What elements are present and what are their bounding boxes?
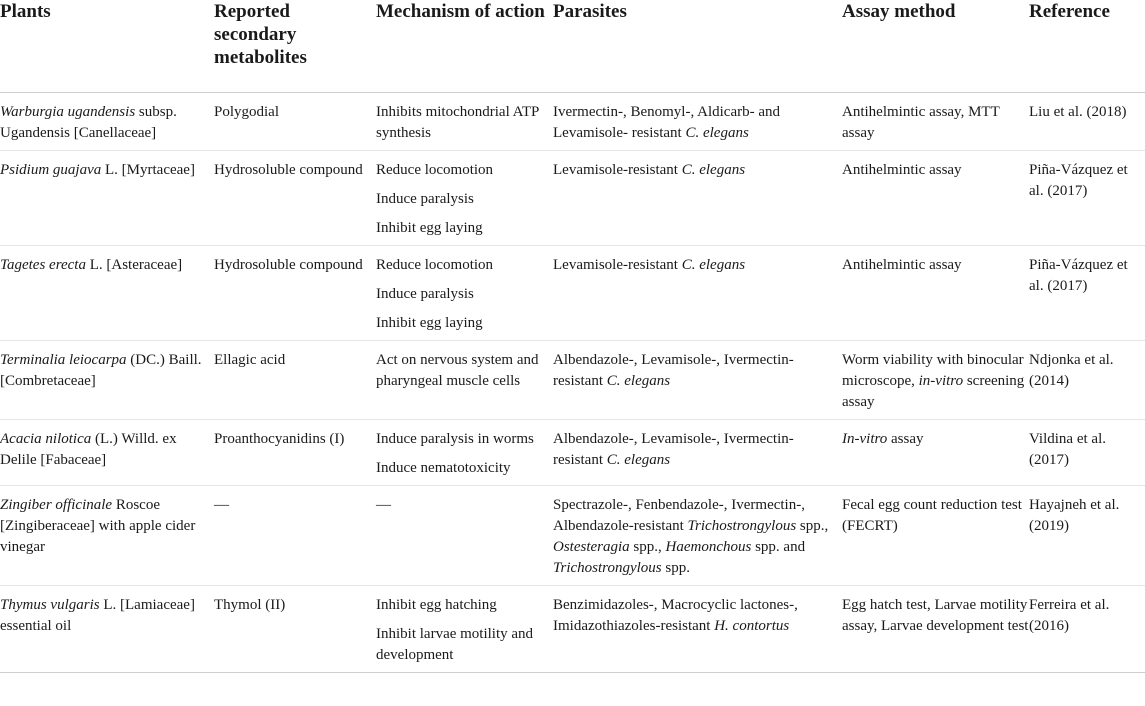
table-header-row: [0, 0, 1145, 93]
parasites-text: Levamisole-resistant: [553, 257, 682, 273]
cell-parasites: [553, 151, 842, 246]
metabolite-text: Hydrosoluble compound: [214, 257, 363, 273]
cell-assay: [842, 586, 1029, 673]
table-row: [0, 93, 1145, 151]
parasites-species: C. elegans: [681, 162, 746, 178]
table-row: [0, 151, 1145, 246]
parasites-text: Haemonchous: [665, 539, 752, 555]
cell-mechanism: [376, 341, 553, 420]
assay-text: Antihelmintic assay, MTT assay: [842, 104, 1000, 141]
reference-text: Piña-Vázquez et al. (2017): [1029, 162, 1128, 199]
mechanism-line: Inhibits mitochondrial ATP synthesis: [376, 104, 539, 141]
mechanism-line: Induce paralysis: [376, 286, 474, 302]
cell-mechanism: [376, 486, 553, 586]
cell-reference: [1029, 486, 1145, 586]
assay-italic: In-vitro: [842, 431, 888, 447]
mechanism-line: Inhibit egg hatching: [376, 597, 497, 613]
plant-name: Zingiber officinale: [0, 497, 113, 513]
parasites-text: Benzimidazoles-, Macrocyclic lactones-, Imidazothiazoles-resistant: [553, 597, 798, 634]
cell-reference: [1029, 246, 1145, 341]
cell-plant: [0, 246, 214, 341]
plant-name: Warburgia ugandensis: [0, 104, 136, 120]
header-reference: Reference: [1029, 1, 1110, 22]
plant-name: Psidium guajava: [0, 162, 102, 178]
plant-detail: (DC.) Baill. [Combretaceae]: [0, 352, 202, 389]
header-plants: Plants: [0, 1, 51, 22]
cell-metabolite: [214, 420, 376, 486]
parasites-species: C. elegans: [606, 373, 671, 389]
plant-detail: L. [Myrtaceae]: [101, 162, 195, 178]
plant-detail: subsp. Ugandensis [Canellaceae]: [0, 104, 177, 141]
cell-parasites: [553, 93, 842, 151]
parasites-text: Levamisole-resistant: [553, 162, 682, 178]
mechanism-line: Induce nematotoxicity: [376, 460, 511, 476]
cell-metabolite: [214, 486, 376, 586]
plant-detail: (L.) Willd. ex Delile [Fabaceae]: [0, 431, 177, 468]
metabolite-text: Proanthocyanidins (I): [214, 431, 345, 447]
cell-metabolite: [214, 93, 376, 151]
mechanism-line: Act on nervous system and pharyngeal muscle cells: [376, 352, 539, 389]
mechanism-line: Inhibit egg laying: [376, 315, 483, 331]
parasites-text: Trichostrongylous: [553, 560, 662, 576]
cell-plant: [0, 486, 214, 586]
metabolite-text: Hydrosoluble compound: [214, 162, 363, 178]
cell-reference: [1029, 420, 1145, 486]
cell-reference: [1029, 586, 1145, 673]
cell-metabolite: [214, 151, 376, 246]
cell-mechanism: [376, 93, 553, 151]
table-row: [0, 486, 1145, 586]
cell-metabolite: [214, 341, 376, 420]
header-mechanism: Mechanism of action: [376, 1, 545, 22]
cell-assay: [842, 93, 1029, 151]
cell-assay: [842, 420, 1029, 486]
assay-text: Fecal egg count reduction test (FECRT): [842, 497, 1022, 534]
plant-name: Terminalia leiocarpa: [0, 352, 127, 368]
mechanism-line: Induce paralysis: [376, 191, 474, 207]
parasites-text: spp.,: [629, 539, 666, 555]
plant-detail: Roscoe [Zingiberaceae] with apple cider vinegar: [0, 497, 196, 555]
cell-assay: [842, 341, 1029, 420]
cell-parasites: [553, 341, 842, 420]
cell-metabolite: [214, 246, 376, 341]
cell-assay: [842, 151, 1029, 246]
reference-text: Ndjonka et al. (2014): [1029, 352, 1114, 389]
cell-assay: [842, 486, 1029, 586]
reference-text: Hayajneh et al. (2019): [1029, 497, 1120, 534]
assay-text: Egg hatch test, Larvae motility assay, Larvae development test: [842, 597, 1029, 634]
cell-parasites: [553, 586, 842, 673]
cell-reference: [1029, 93, 1145, 151]
cell-mechanism: [376, 246, 553, 341]
header-assay: Assay method: [842, 1, 956, 22]
header-parasites: Parasites: [553, 1, 627, 22]
metabolite-text: Thymol (II): [214, 597, 286, 613]
cell-mechanism: [376, 151, 553, 246]
parasites-text: spp. and: [751, 539, 806, 555]
header-metabolites: Reported secondary metabolites: [214, 1, 307, 68]
plant-name: Tagetes erecta: [0, 257, 86, 273]
parasites-text: Trichostrongylous: [687, 518, 797, 534]
cell-reference: [1029, 151, 1145, 246]
parasites-text: spp.,: [796, 518, 829, 534]
assay-italic: in-vitro: [918, 373, 964, 389]
parasites-text: Albendazole-, Levamisole-, Ivermectin-resistant: [553, 352, 794, 389]
parasites-text: Spectrazole-, Fenbendazole-, Ivermectin-, Albendazole-resistant: [553, 497, 805, 534]
cell-plant: [0, 341, 214, 420]
plant-name: Acacia nilotica: [0, 431, 92, 447]
cell-metabolite: [214, 586, 376, 673]
mechanism-line: —: [376, 497, 391, 513]
mechanism-line: Inhibit larvae motility and development: [376, 626, 534, 663]
parasites-species: C. elegans: [685, 125, 749, 141]
mechanism-line: Reduce locomotion: [376, 162, 494, 178]
plant-detail: L. [Lamiaceae] essential oil: [0, 597, 195, 634]
assay-text: assay: [887, 431, 924, 447]
assay-text: Worm viability with binocular microscope,: [842, 352, 1024, 389]
cell-assay: [842, 246, 1029, 341]
cell-parasites: [553, 486, 842, 586]
cell-mechanism: [376, 586, 553, 673]
mechanism-line: Induce paralysis in worms: [376, 431, 534, 447]
table-row: [0, 420, 1145, 486]
cell-plant: [0, 93, 214, 151]
cell-parasites: [553, 420, 842, 486]
parasites-species: C. elegans: [681, 257, 746, 273]
cell-plant: [0, 586, 214, 673]
cell-mechanism: [376, 420, 553, 486]
metabolite-text: Ellagic acid: [214, 352, 286, 368]
reference-text: Ferreira et al. (2016): [1029, 597, 1110, 634]
reference-text: Liu et al. (2018): [1029, 104, 1127, 120]
parasites-text: Albendazole-, Levamisole-, Ivermectin-resistant: [553, 431, 794, 468]
cell-plant: [0, 151, 214, 246]
parasites-text: Ostesteragia: [553, 539, 630, 555]
table-row: [0, 586, 1145, 673]
parasites-text: Ivermectin-, Benomyl-, Aldicarb- and Levamisole- resistant: [553, 104, 781, 141]
mechanism-line: Reduce locomotion: [376, 257, 494, 273]
cell-reference: [1029, 341, 1145, 420]
parasites-species: C. elegans: [606, 452, 671, 468]
mechanism-line: Inhibit egg laying: [376, 220, 483, 236]
cell-plant: [0, 420, 214, 486]
assay-text: Antihelmintic assay: [842, 257, 962, 273]
reference-text: Vildina et al. (2017): [1029, 431, 1106, 468]
table-row: [0, 246, 1145, 341]
plant-name: Thymus vulgaris: [0, 597, 100, 613]
table-row: [0, 341, 1145, 420]
assay-text: screening assay: [842, 373, 1025, 410]
parasites-species: H. contortus: [714, 618, 790, 634]
reference-text: Piña-Vázquez et al. (2017): [1029, 257, 1128, 294]
assay-text: Antihelmintic assay: [842, 162, 962, 178]
cell-parasites: [553, 246, 842, 341]
plant-detail: L. [Asteraceae]: [85, 257, 183, 273]
parasites-text: spp.: [661, 560, 690, 576]
metabolite-text: —: [214, 497, 229, 513]
metabolite-text: Polygodial: [214, 104, 280, 120]
